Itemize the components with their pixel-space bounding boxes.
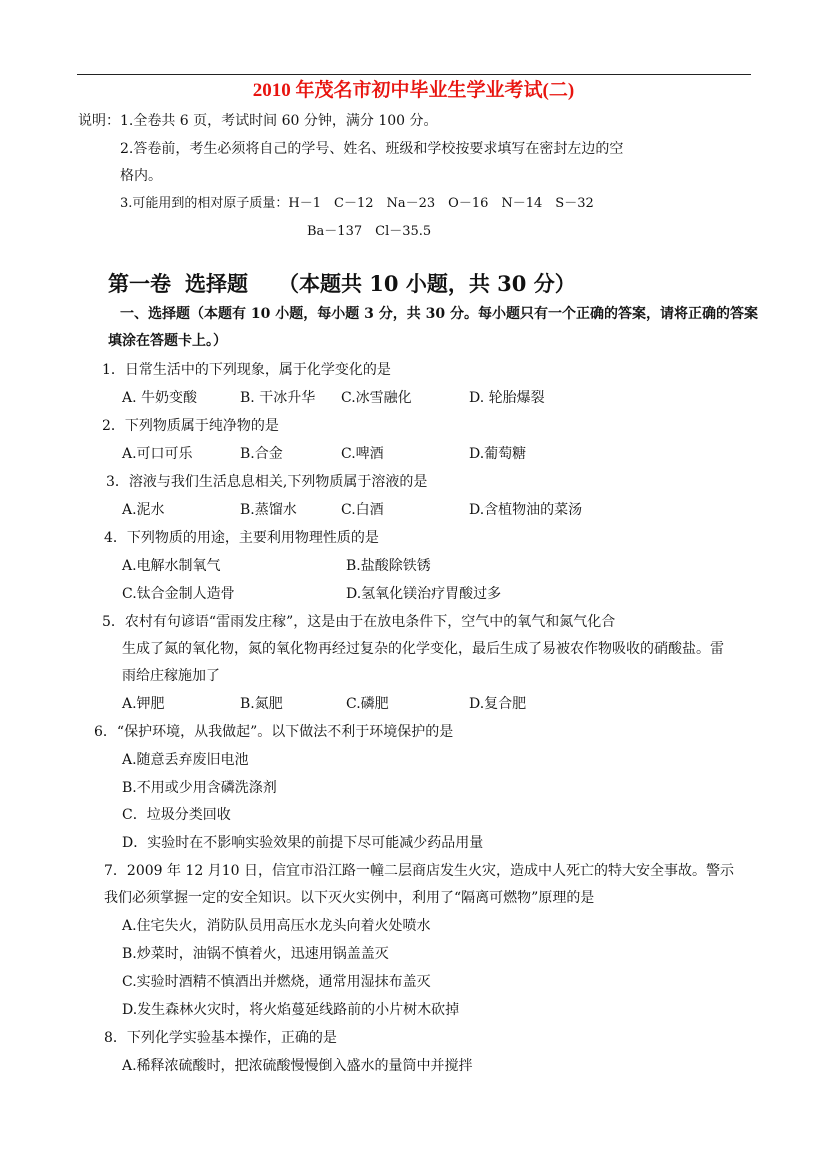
question-5-option-d: D.复合肥 xyxy=(469,696,527,712)
instructions-prefix: 说明： xyxy=(78,113,120,129)
question-5-option-a: A.钾肥 xyxy=(122,696,165,712)
part1-heading-line2: 填涂在答题卡上。） xyxy=(108,333,227,349)
question-3-stem: 3．溶液与我们生活息息相关,下列物质属于溶液的是 xyxy=(106,474,428,490)
question-5-stem-line2: 生成了氮的氧化物，氮的氧化物再经过复杂的化学变化，最后生成了易被农作物吸收的硝酸盐。雷 xyxy=(122,641,724,657)
question-7-option-a: A.住宅失火，消防队员用高压水龙头向着火处喷水 xyxy=(122,918,431,934)
question-6-option-c: C．垃圾分类回收 xyxy=(122,807,231,823)
question-1-option-b: B. 干冰升华 xyxy=(240,390,316,406)
part1-heading-line1: 一、选择题（本题有 10 小题，每小题 3 分，共 30 分。每小题只有一个正确的答案，请将正确的答案 xyxy=(120,306,758,322)
question-4-option-a: A.电解水制氧气 xyxy=(122,558,221,574)
question-3-option-d: D.含植物油的菜汤 xyxy=(469,502,583,518)
question-7-option-d: D.发生森林火灾时，将火焰蔓延线路前的小片树木砍掉 xyxy=(122,1002,460,1018)
section-note: （本题共 10 小题，共 30 分） xyxy=(278,271,576,296)
question-1-option-d: D. 轮胎爆裂 xyxy=(469,390,545,406)
question-3-option-b: B.蒸馏水 xyxy=(240,502,297,518)
instruction-3-line1: 3.可能用到的相对原子质量：H－1 C－12 Na－23 O－16 N－14 S－32 xyxy=(120,196,594,211)
section-heading xyxy=(108,268,576,300)
question-2-option-d: D.葡萄糖 xyxy=(469,446,527,462)
question-6-option-b: B.不用或少用含磷洗涤剂 xyxy=(122,780,277,796)
question-1-stem: 1．日常生活中的下列现象，属于化学变化的是 xyxy=(102,362,391,378)
instruction-3-line2: Ba－137 Cl－35.5 xyxy=(307,224,432,239)
question-2-option-b: B.合金 xyxy=(240,446,283,462)
question-7-option-c: C.实验时酒精不慎酒出并燃烧，通常用湿抹布盖灭 xyxy=(122,974,431,990)
question-2-option-c: C.啤酒 xyxy=(341,446,384,462)
question-6-option-a: A.随意丢弃废旧电池 xyxy=(122,752,249,768)
question-2-option-a: A.可口可乐 xyxy=(122,446,193,462)
instruction-2-line1: 2.答卷前，考生必须将自己的学号、姓名、班级和学校按要求填写在密封左边的空 xyxy=(120,141,624,157)
question-7-stem-line1: 7．2009 年 12 月10 日，信宜市沿江路一幢二层商店发生火灾，造成中人死亡的特大安全事故。警示 xyxy=(104,863,734,879)
section-part: 第一卷 xyxy=(108,271,171,296)
question-7-option-b: B.炒菜时，油锅不慎着火，迅速用锅盖盖灭 xyxy=(122,946,389,962)
question-5-stem-line3: 雨给庄稼施加了 xyxy=(122,668,220,684)
question-6-stem: 6．“保护环境，从我做起”。以下做法不利于环境保护的是 xyxy=(94,724,454,740)
question-3-option-c: C.白酒 xyxy=(341,502,384,518)
section-name: 选择题 xyxy=(185,271,248,296)
question-8-option-a: A.稀释浓硫酸时，把浓硫酸慢慢倒入盛水的量筒中并搅拌 xyxy=(122,1058,473,1074)
page-title: 2010 年茂名市初中毕业生学业考试(二) xyxy=(252,80,575,101)
question-4-stem: 4．下列物质的用途，主要利用物理性质的是 xyxy=(104,530,379,546)
header-rule xyxy=(77,74,751,75)
question-8-stem: 8．下列化学实验基本操作，正确的是 xyxy=(104,1030,337,1046)
question-5-option-c: C.磷肥 xyxy=(346,696,389,712)
question-4-option-b: B.盐酸除铁锈 xyxy=(346,558,431,574)
question-7-stem-line2: 我们必须掌握一定的安全知识。以下灭火实例中，利用了“隔离可燃物”原理的是 xyxy=(104,890,595,906)
question-3-option-a: A.泥水 xyxy=(122,502,165,518)
question-5-option-b: B.氮肥 xyxy=(240,696,283,712)
question-4-option-c: C.钛合金制人造骨 xyxy=(122,586,235,602)
question-4-option-d: D.氢氧化镁治疗胃酸过多 xyxy=(346,586,502,602)
question-5-stem-line1: 5．农村有句谚语“雷雨发庄稼”，这是由于在放电条件下，空气中的氧气和氮气化合 xyxy=(102,614,616,630)
question-2-stem: 2．下列物质属于纯净物的是 xyxy=(102,418,279,434)
instruction-2-line2: 格内。 xyxy=(120,168,162,184)
instruction-1: 1.全卷共 6 页，考试时间 60 分钟，满分 100 分。 xyxy=(120,113,438,129)
question-1-option-a: A. 牛奶变酸 xyxy=(122,390,198,406)
question-6-option-d: D．实验时在不影响实验效果的前提下尽可能减少药品用量 xyxy=(122,835,484,851)
question-1-option-c: C.冰雪融化 xyxy=(341,390,412,406)
